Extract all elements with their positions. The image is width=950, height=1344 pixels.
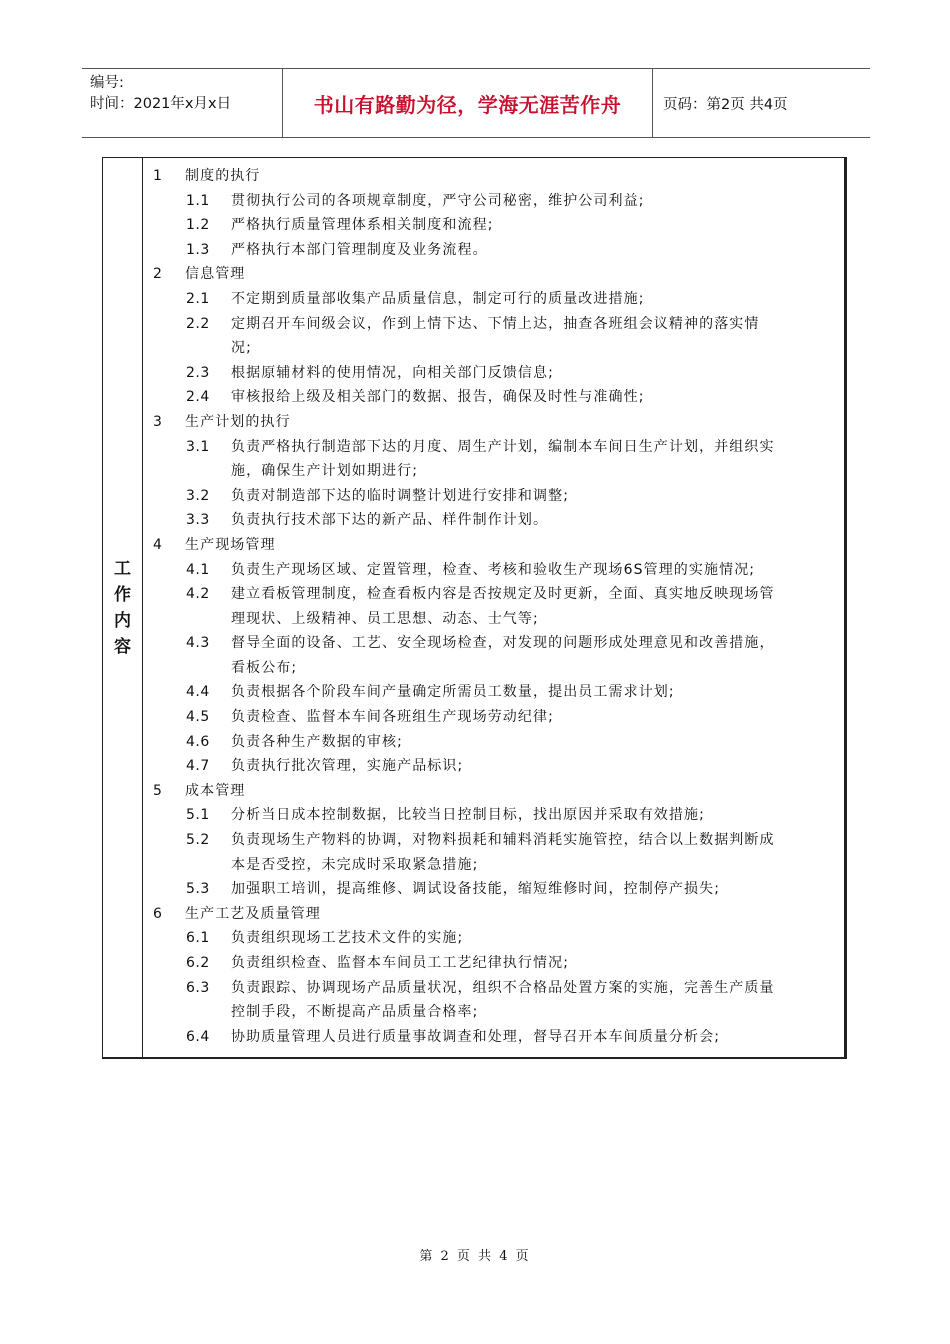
list-item (153, 582, 836, 607)
list-item (153, 680, 836, 705)
section-number: 4 (153, 536, 164, 553)
list-item (153, 976, 836, 1001)
list-item (153, 877, 836, 902)
item-number: 4.4 (186, 684, 210, 701)
item-number: 5.3 (186, 881, 210, 898)
item-number: 6.3 (186, 979, 210, 996)
item-text: 不定期到质量部收集产品质量信息，制定可行的质量改进措施; (231, 290, 645, 307)
item-text: 严格执行质量管理体系相关制度和流程; (231, 217, 494, 234)
item-text: 建立看板管理制度，检查看板内容是否按规定及时更新，全面、真实地反映现场管 (231, 586, 775, 603)
section-title: 成本管理 (185, 782, 246, 799)
section-heading (153, 902, 836, 927)
item-text: 严格执行本部门管理制度及业务流程。 (231, 241, 488, 258)
list-item (153, 213, 836, 238)
job-content-table (102, 157, 847, 1059)
list-item (153, 558, 836, 583)
section-title: 生产现场管理 (185, 536, 276, 553)
list-item (153, 435, 836, 460)
section-number: 2 (153, 266, 164, 283)
item-text: 看板公布; (231, 659, 298, 676)
item-number: 6.1 (186, 930, 210, 947)
item-number: 4.2 (186, 586, 210, 603)
side-label-char: 容 (114, 636, 131, 657)
item-text: 负责现场生产物料的协调，对物料损耗和辅料消耗实施管控，结合以上数据判断成 (231, 832, 775, 849)
list-item (153, 238, 836, 263)
item-number (153, 656, 231, 681)
section-title: 制度的执行 (185, 168, 261, 184)
list-item (153, 607, 836, 632)
motto: 书山有路勤为径，学海无涯苦作舟 (282, 69, 653, 137)
section-heading (153, 262, 836, 287)
item-text: 分析当日成本控制数据，比较当日控制目标，找出原因并采取有效措施; (231, 807, 705, 824)
item-number: 6.4 (186, 1028, 210, 1045)
list-item (153, 484, 836, 509)
list-item (153, 385, 836, 410)
item-text: 督导全面的设备、工艺、安全现场检查，对发现的问题形成处理意见和改善措施， (231, 635, 775, 652)
side-label-char: 内 (114, 610, 131, 631)
list-item (153, 336, 836, 361)
list-item (153, 508, 836, 533)
item-number: 3.2 (186, 487, 210, 504)
item-text: 负责执行批次管理，实施产品标识; (231, 758, 464, 775)
page-code: 页码：第2页 共4页 (663, 96, 788, 113)
section-heading (153, 533, 836, 558)
item-number: 1.2 (186, 217, 210, 234)
section-number: 5 (153, 782, 164, 799)
list-item (153, 730, 836, 755)
item-text: 施，确保生产计划如期进行; (231, 463, 419, 480)
header-left (82, 69, 282, 137)
item-text: 贯彻执行公司的各项规章制度，严守公司秘密，维护公司利益; (231, 192, 645, 209)
list-item (153, 828, 836, 853)
list-item (153, 189, 836, 214)
item-text: 根据原辅材料的使用情况，向相关部门反馈信息; (231, 364, 554, 381)
item-text: 况; (231, 340, 252, 357)
item-number (153, 607, 231, 632)
page-header (82, 68, 870, 138)
item-number (153, 459, 231, 484)
item-number: 3.3 (186, 512, 210, 529)
list-item (153, 631, 836, 656)
side-label-char: 作 (114, 584, 131, 605)
list-item (153, 1000, 836, 1025)
item-text: 负责根据各个阶段车间产量确定所需员工数量，提出员工需求计划; (231, 684, 675, 701)
section-number: 1 (153, 168, 164, 184)
section-title: 生产工艺及质量管理 (185, 905, 321, 922)
item-text: 负责对制造部下达的临时调整计划进行安排和调整; (231, 487, 570, 504)
item-text: 负责生产现场区域、定置管理，检查、考核和验收生产现场6S管理的实施情况; (231, 561, 756, 578)
item-number: 1.1 (186, 192, 210, 209)
item-number: 6.2 (186, 955, 210, 971)
item-number: 4.1 (186, 561, 210, 578)
list-item (153, 926, 836, 951)
section-heading (153, 164, 836, 189)
list-item (153, 361, 836, 386)
item-number: 4.3 (186, 635, 210, 652)
item-text: 负责执行技术部下达的新产品、样件制作计划。 (231, 512, 549, 529)
item-number: 4.7 (186, 758, 210, 775)
item-number: 2.2 (186, 315, 210, 332)
item-number: 1.3 (186, 241, 210, 258)
item-text: 控制手段，不断提高产品质量合格率; (231, 1004, 479, 1021)
list-item (153, 287, 836, 312)
page-footer: 第 2 页 共 4 页 (419, 1249, 531, 1264)
section-number: 3 (153, 413, 164, 430)
item-text: 负责跟踪、协调现场产品质量状况，组织不合格品处置方案的实施，完善生产质量 (231, 979, 775, 996)
item-number: 2.1 (186, 290, 210, 307)
list-item (153, 312, 836, 337)
item-number (153, 336, 231, 361)
section-number: 6 (153, 905, 164, 922)
item-number: 5.1 (186, 807, 210, 824)
item-text: 审核报给上级及相关部门的数据、报告，确保及时性与准确性; (231, 389, 645, 406)
item-text: 定期召开车间级会议，作到上情下达、下情上达，抽查各班组会议精神的落实情 (231, 315, 760, 332)
list-item (153, 803, 836, 828)
item-text: 协助质量管理人员进行质量事故调查和处理，督导召开本车间质量分析会; (231, 1028, 721, 1045)
list-item (153, 951, 836, 976)
section-title: 生产计划的执行 (185, 413, 291, 430)
date-line: 时间：2021年x月x日 (90, 96, 232, 112)
item-number: 4.6 (186, 733, 210, 750)
item-text: 负责各种生产数据的审核; (231, 733, 403, 750)
item-number (153, 853, 231, 878)
content-body (143, 158, 844, 1057)
item-number: 4.5 (186, 709, 210, 726)
item-text: 负责组织现场工艺技术文件的实施; (231, 930, 464, 947)
list-item (153, 656, 836, 681)
side-label-char: 工 (114, 558, 131, 579)
item-number: 2.3 (186, 364, 210, 381)
item-text: 本是否受控，未完成时采取紧急措施; (231, 856, 479, 873)
item-number: 2.4 (186, 389, 210, 406)
item-number (153, 1000, 231, 1025)
number-label: 编号: (90, 75, 124, 91)
item-text: 理现状、上级精神、员工思想、动态、士气等; (231, 610, 539, 627)
section-heading (153, 779, 836, 804)
item-text: 负责检查、监督本车间各班组生产现场劳动纪律; (231, 709, 554, 726)
section-heading (153, 410, 836, 435)
item-number: 3.1 (186, 438, 210, 455)
section-title: 信息管理 (185, 266, 246, 283)
list-item (153, 705, 836, 730)
list-item (153, 1025, 836, 1050)
list-item (153, 459, 836, 484)
item-text: 负责组织检查、监督本车间员工工艺纪律执行情况; (231, 955, 570, 971)
side-label (103, 158, 143, 1057)
item-text: 负责严格执行制造部下达的月度、周生产计划，编制本车间日生产计划，并组织实 (231, 438, 775, 455)
item-text: 加强职工培训，提高维修、调试设备技能，缩短维修时间，控制停产损失; (231, 881, 721, 898)
list-item (153, 853, 836, 878)
item-number: 5.2 (186, 832, 210, 849)
list-item (153, 754, 836, 779)
